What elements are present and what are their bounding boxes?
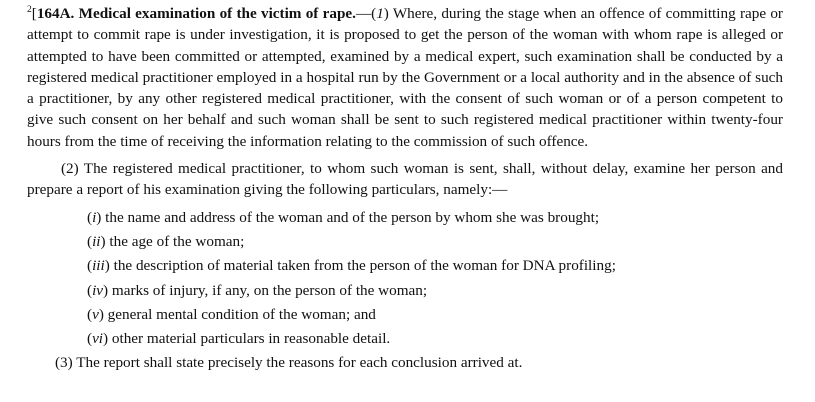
sub1-close-paren: )	[383, 5, 389, 22]
heading-dash: —	[355, 5, 372, 22]
clause-vi: (vi) other material particulars in reasonable detail.	[87, 330, 391, 348]
clause-text: general mental condition of the woman; and	[103, 305, 376, 323]
clause-text: the age of the woman;	[105, 232, 245, 250]
sub1-open-paren: (	[371, 5, 377, 22]
subsection-1-text: Where, during the stage when an offence of committing rape or attempt to commit rape is under investigation, it is proposed to get the person of the woman with whom rape is alleged or attempted to have been committed or attempted, examined by a medical expert, such examination shall be conducted by a registered medical practitioner employed in a hospital run by the Government or a local authority and in the absence of such a practitioner, by any other registered medical practitioner, with the consent of such woman or of a person competent to give such consent on her behalf and such woman shall be sent to such registered medical practitioner within twenty-four hours from the time of receiving the information relating to the commission of such offence.	[27, 5, 783, 150]
open-bracket: [	[31, 5, 37, 22]
clause-iv: (iv) marks of injury, if any, on the person of the woman;	[87, 281, 428, 299]
clause-text: the name and address of the woman and of the person by whom she was brought;	[101, 208, 600, 226]
clause-text: the description of material taken from the person of the woman for DNA profiling;	[109, 257, 616, 275]
subsection-3-number: (3)	[55, 354, 73, 372]
clause-number: iv	[92, 281, 104, 299]
clause-list	[27, 207, 783, 350]
clause-number: iii	[92, 257, 105, 275]
subsection-3-text: The report shall state precisely the reasons for each conclusion arrived at.	[72, 354, 523, 372]
subsection-2-number: (2)	[61, 160, 79, 178]
clause-number: ii	[92, 232, 101, 250]
clause-number: v	[92, 305, 99, 323]
subsection-2	[27, 158, 783, 201]
clause-number: i	[92, 208, 97, 226]
subsection-1-number: 1	[376, 5, 384, 22]
clause-iii: (iii) the description of material taken from the person of the woman for DNA profiling;	[87, 257, 616, 275]
clause-number: vi	[92, 330, 104, 348]
footnote-marker[interactable]: 2	[27, 5, 32, 15]
clause-i: (i) the name and address of the woman and of the person by whom she was brought;	[87, 208, 600, 226]
clause-ii: (ii) the age of the woman;	[87, 232, 245, 250]
clause-text: marks of injury, if any, on the person of the woman;	[108, 281, 428, 299]
subsection-3	[27, 352, 783, 373]
document-page	[27, 0, 783, 374]
subsection-1	[27, 3, 783, 152]
section-heading: 164A. Medical examination of the victim of rape.	[36, 5, 356, 22]
clause-text: other material particulars in reasonable detail.	[108, 330, 391, 348]
clause-v: (v) general mental condition of the woman; and	[87, 305, 376, 323]
subsection-2-text: The registered medical practitioner, to whom such woman is sent, shall, without delay, examine her person and prepare a report of his examination giving the following particulars, namely:—	[27, 160, 783, 199]
